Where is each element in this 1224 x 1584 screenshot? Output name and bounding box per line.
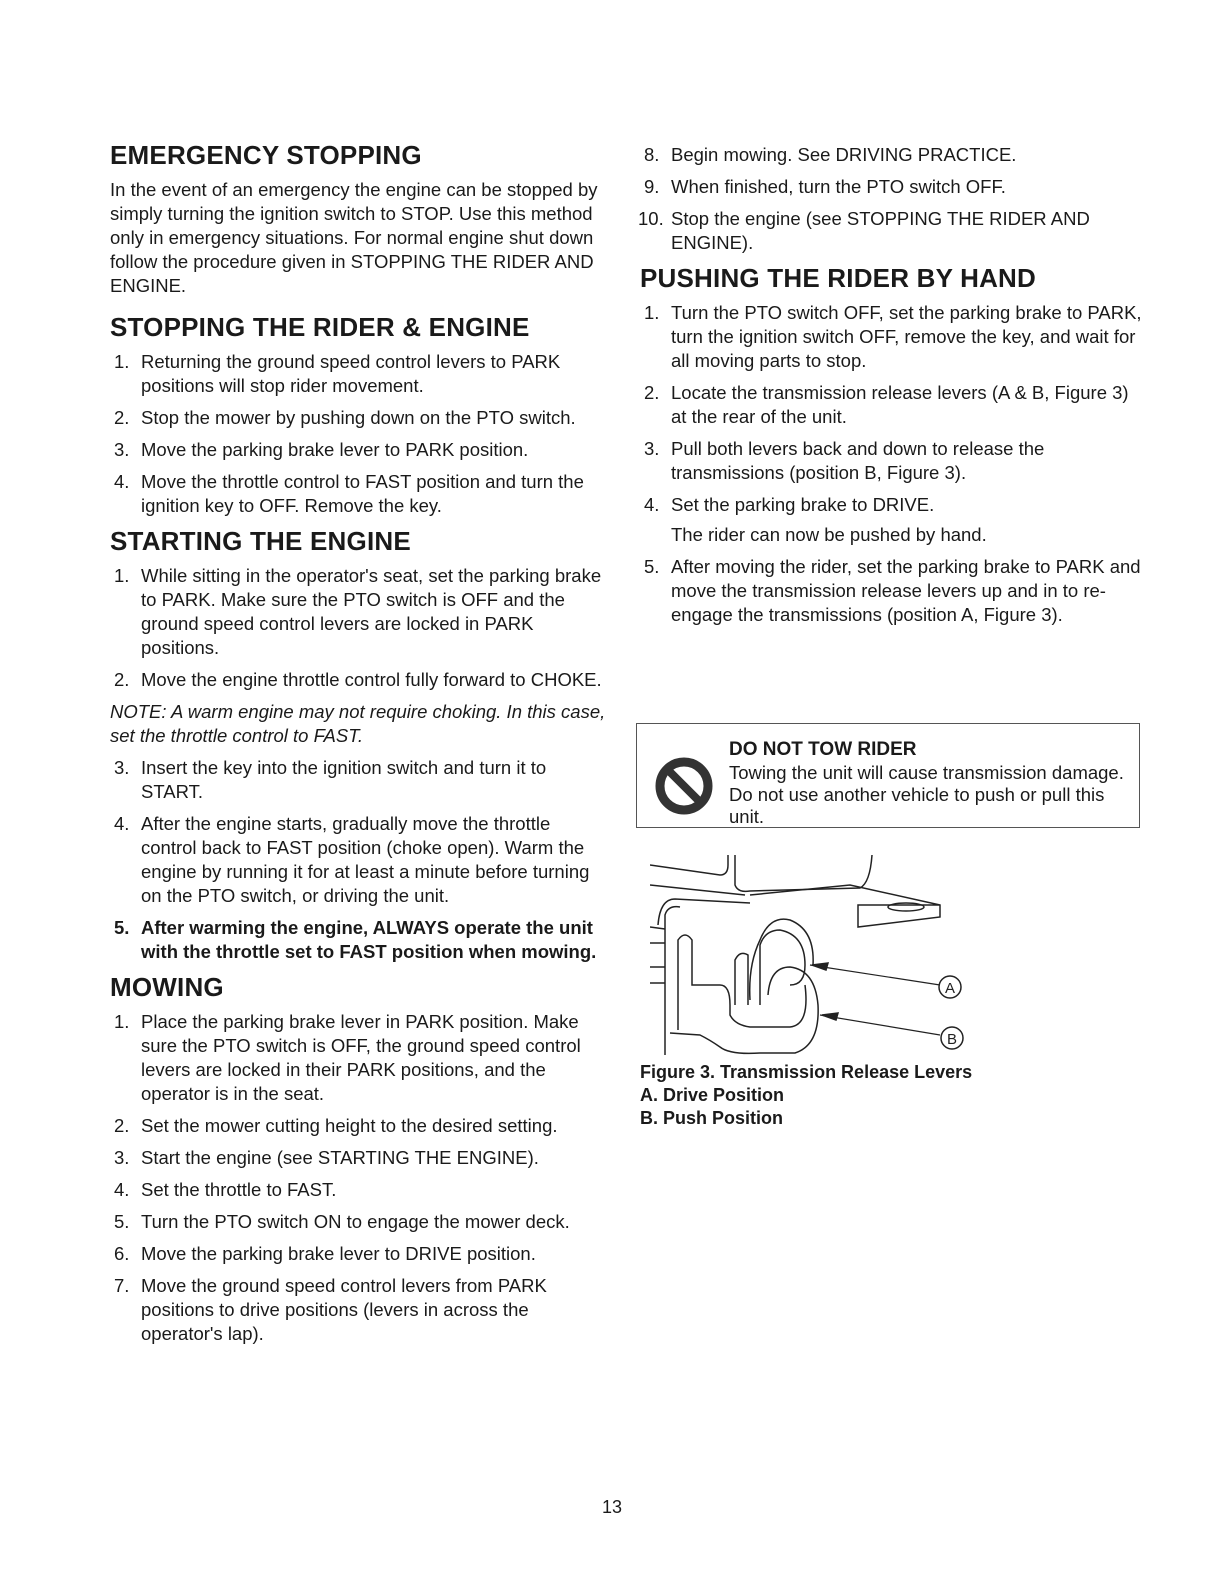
left-column: [110, 140, 610, 1354]
warning-box: [636, 723, 1140, 828]
list-item-number: 6.: [114, 1243, 130, 1264]
mowing-list: [110, 1010, 610, 1346]
figure-label-a: A: [944, 980, 956, 997]
prohibition-icon: [655, 757, 713, 815]
transmission-levers-figure: [650, 855, 970, 1055]
list-item-text: Set the mower cutting height to the desired setting.: [141, 1115, 558, 1136]
list-item-text: Insert the key into the ignition switch and turn it to START.: [141, 757, 547, 802]
list-item-number: 4.: [644, 494, 660, 515]
list-item: [110, 668, 610, 692]
list-item-number: 3.: [114, 439, 130, 460]
list-item: [110, 1210, 610, 1234]
warning-title: DO NOT TOW RIDER: [729, 739, 917, 760]
list-item-number: 9.: [644, 176, 660, 197]
list-item: [110, 1178, 610, 1202]
heading-stopping-rider: STOPPING THE RIDER & ENGINE: [110, 312, 530, 342]
figure-caption: Figure 3. Transmission Release Levers: [640, 1062, 973, 1082]
list-item-text: Move the ground speed control levers from PARK positions to drive positions (levers in across the operator's lap).: [141, 1275, 547, 1344]
list-item-text: Turn the PTO switch ON to engage the mower deck.: [141, 1211, 570, 1232]
list-item-text: After the engine starts, gradually move the throttle control back to FAST position (choke open). Warm the engine by running it for at least a minute before turning on the PTO switch, or driving the unit.: [141, 813, 590, 906]
list-item: [640, 301, 1145, 373]
list-item-number: 2.: [114, 1115, 130, 1136]
list-item-text: After moving the rider, set the parking brake to PARK and move the transmission release levers up and in to re-engage the transmissions (position A, Figure 3).: [671, 556, 1141, 625]
mowing-list-cont: [640, 143, 1145, 255]
heading-starting-engine: STARTING THE ENGINE: [110, 526, 411, 556]
list-item: [110, 756, 610, 804]
list-item-number: 5.: [114, 917, 130, 938]
figure-caption-block: [640, 1061, 972, 1130]
pushing-list-cont: [640, 555, 1145, 627]
list-item-text: Stop the engine (see STOPPING THE RIDER AND ENGINE).: [671, 208, 1090, 253]
list-item-text: When finished, turn the PTO switch OFF.: [671, 176, 1006, 197]
list-item-text: Pull both levers back and down to release the transmissions (position B, Figure 3).: [671, 438, 1045, 483]
list-item: [110, 438, 610, 462]
list-item-text: Move the parking brake lever to DRIVE position.: [141, 1243, 536, 1264]
list-item-text: Move the parking brake lever to PARK position.: [141, 439, 529, 460]
heading-emergency-stopping: EMERGENCY STOPPING: [110, 140, 422, 170]
list-item-text: Move the throttle control to FAST position and turn the ignition key to OFF. Remove the key.: [141, 471, 584, 516]
list-item: [640, 143, 1145, 167]
list-item-text: Set the throttle to FAST.: [141, 1179, 337, 1200]
warning-text: Towing the unit will cause transmission damage. Do not use another vehicle to push or pull this unit.: [729, 762, 1124, 827]
list-item-text: Stop the mower by pushing down on the PTO switch.: [141, 407, 576, 428]
list-item-number: 5.: [114, 1211, 130, 1232]
list-item-text: Locate the transmission release levers (A & B, Figure 3) at the rear of the unit.: [671, 382, 1129, 427]
page-number: 13: [601, 1497, 623, 1517]
list-item-number: 1.: [114, 1011, 130, 1032]
pushing-list: [640, 301, 1145, 517]
list-item-number: 3.: [114, 757, 130, 778]
list-item: [110, 470, 610, 518]
list-item-number: 1.: [114, 565, 130, 586]
list-item-text: Set the parking brake to DRIVE.: [671, 494, 935, 515]
right-column: [640, 143, 1145, 635]
list-item-number: 8.: [644, 144, 660, 165]
list-item: [640, 381, 1145, 429]
list-item-number: 1.: [114, 351, 130, 372]
list-item: [110, 812, 610, 908]
list-item-number: 7.: [114, 1275, 130, 1296]
emergency-paragraph: In the event of an emergency the engine can be stopped by simply turning the ignition switch to STOP. Use this method only in emergency situations. For normal engine shut down follow the procedure given in STOPPING THE RIDER AND ENGINE.: [110, 179, 598, 296]
list-item: [640, 437, 1145, 485]
choke-note: NOTE: A warm engine may not require choking. In this case, set the throttle control to FAST.: [110, 701, 606, 746]
list-item-text: After warming the engine, ALWAYS operate the unit with the throttle set to FAST position when mowing.: [141, 917, 597, 962]
list-item-text: Turn the PTO switch OFF, set the parking brake to PARK, turn the ignition switch OFF, remove the key, and wait for all moving parts to stop.: [671, 302, 1142, 371]
list-item: [640, 207, 1145, 255]
list-item: [110, 1010, 610, 1106]
list-item: [110, 1274, 610, 1346]
list-item: [640, 175, 1145, 199]
figure-legend-a: A. Drive Position: [640, 1085, 785, 1105]
list-item-number: 1.: [644, 302, 660, 323]
list-item-number: 4.: [114, 813, 130, 834]
list-item-number: 2.: [114, 669, 130, 690]
list-item: [110, 916, 610, 964]
list-item: [110, 1242, 610, 1266]
list-item-text: Place the parking brake lever in PARK position. Make sure the PTO switch is OFF, the ground speed control levers are locked in their PARK positions, and the operator is in the seat.: [141, 1011, 581, 1104]
figure-legend-b: B. Push Position: [640, 1108, 784, 1128]
heading-pushing-rider: PUSHING THE RIDER BY HAND: [640, 263, 1037, 293]
list-item-number: 3.: [644, 438, 660, 459]
starting-list: [110, 564, 610, 692]
list-item-number: 3.: [114, 1147, 130, 1168]
list-item-number: 4.: [114, 1179, 130, 1200]
list-item: [110, 406, 610, 430]
stopping-list: [110, 350, 610, 518]
list-item: [110, 1114, 610, 1138]
list-item: [640, 555, 1145, 627]
list-item-text: Move the engine throttle control fully forward to CHOKE.: [141, 669, 602, 690]
list-item-number: 2.: [644, 382, 660, 403]
list-item: [640, 493, 1145, 517]
starting-list-cont: [110, 756, 610, 964]
list-item-number: 5.: [644, 556, 660, 577]
list-item-number: 2.: [114, 407, 130, 428]
list-item-number: 4.: [114, 471, 130, 492]
list-item-text: Returning the ground speed control levers to PARK positions will stop rider movement.: [141, 351, 561, 396]
list-item-text: Start the engine (see STARTING THE ENGINE).: [141, 1147, 539, 1168]
heading-mowing: MOWING: [110, 972, 224, 1002]
list-item-text: Begin mowing. See DRIVING PRACTICE.: [671, 144, 1017, 165]
figure-label-b: B: [946, 1031, 958, 1048]
list-item: [110, 1146, 610, 1170]
list-item: [110, 564, 610, 660]
list-item: [110, 350, 610, 398]
list-item-text: While sitting in the operator's seat, set the parking brake to PARK. Make sure the PTO switch is OFF and the ground speed control levers are locked in PARK positions.: [141, 565, 602, 658]
list-item-number: 10.: [638, 208, 664, 229]
pushing-subtext: The rider can now be pushed by hand.: [671, 524, 987, 545]
